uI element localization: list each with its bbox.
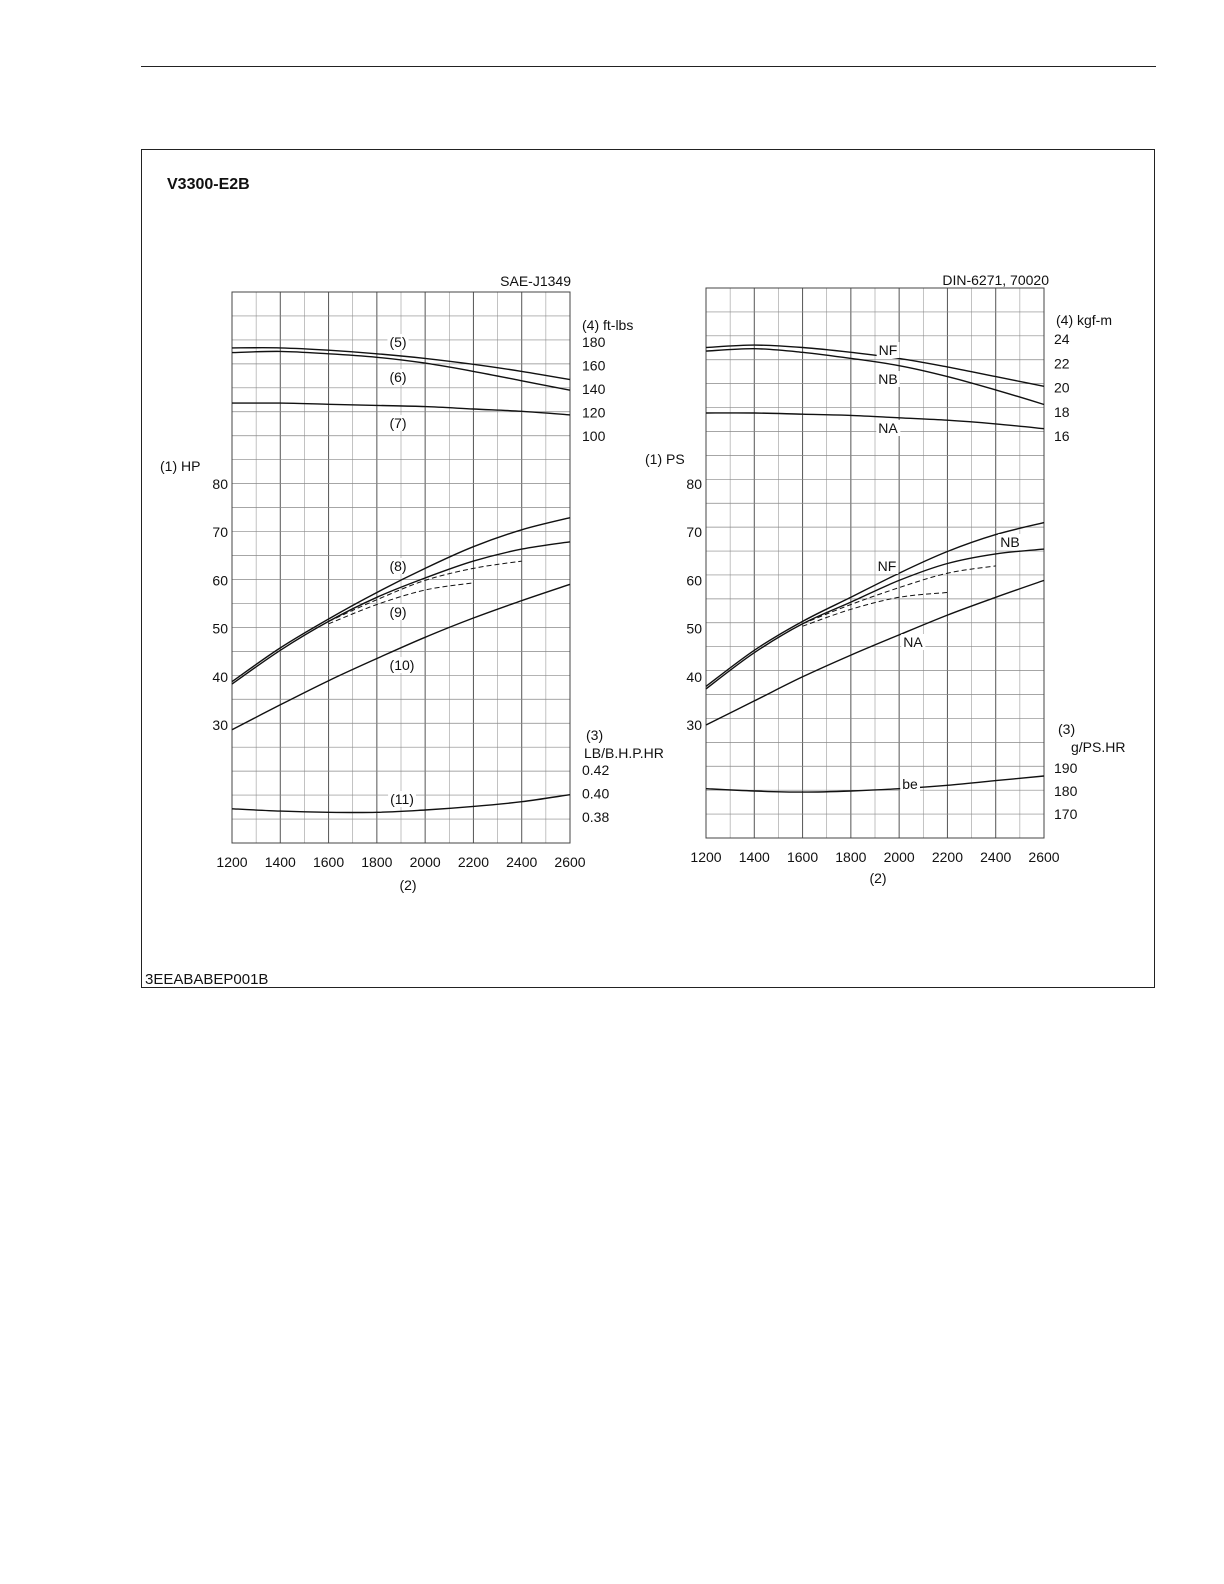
chart1-x-tick-label: 1800 (361, 854, 393, 870)
chart1-x-tick-label: 2600 (554, 854, 586, 870)
chart1-power-tick-label: 50 (212, 620, 228, 637)
figure-id: 3EEABABEP001B (145, 971, 269, 988)
chart1-series-label: (10) (389, 657, 415, 673)
chart1-torque-tick-label: 180 (582, 334, 606, 350)
chart1-fuel-tick-label: 0.40 (582, 785, 610, 802)
chart2-series-label: NA (878, 420, 898, 436)
chart2-x-tick-label: 1800 (835, 849, 867, 865)
chart2-fuel-axis-number: (3) (1058, 721, 1076, 737)
chart2-torque-tick-label: 20 (1054, 379, 1070, 396)
chart2-x-tick-label: 2000 (883, 849, 915, 865)
chart2-fuel-tick-label: 180 (1054, 783, 1078, 799)
chart1-fuel-axis-unit: LB/B.H.P.HR (584, 745, 664, 761)
chart1-x-tick-label: 1400 (264, 854, 296, 870)
chart2-x-tick-label: 1200 (690, 849, 722, 865)
chart2-fuel-axis-unit: g/PS.HR (1071, 739, 1126, 755)
chart2-power-tick-label: 40 (686, 668, 702, 685)
chart1-power-tick-label: 30 (212, 717, 228, 733)
chart1-fuel-tick-label: 0.42 (582, 762, 610, 778)
chart1-torque-tick-label: 140 (582, 381, 606, 397)
chart2-series-label: NB (878, 371, 898, 387)
chart2-power-tick-label: 70 (686, 524, 702, 541)
chart1-x-axis-label: (2) (399, 877, 417, 893)
chart2-power-tick-label: 30 (686, 717, 702, 733)
chart2-x-tick-label: 2600 (1028, 849, 1060, 865)
chart2-power-tick-label: 50 (686, 620, 702, 637)
chart2-x-tick-label: 2400 (980, 849, 1012, 865)
chart1-series-label: (7) (389, 415, 407, 431)
chart1-power-axis-label: (1) HP (160, 458, 201, 474)
chart1-x-tick-label: 1200 (216, 854, 248, 870)
chart1-power-tick-label: 80 (212, 476, 228, 492)
chart1-power-tick-label: 60 (212, 572, 228, 589)
chart1-torque-tick-label: 100 (582, 428, 606, 444)
chart2-series-label: NF (877, 558, 897, 574)
chart2-torque-tick-label: 22 (1054, 355, 1070, 372)
chart1-torque-tick-label: 120 (582, 404, 606, 421)
chart1-power-tick-label: 70 (212, 524, 228, 541)
chart1-series-label: (5) (389, 334, 407, 350)
chart1-fuel-tick-label: 0.38 (582, 809, 610, 825)
chart2-series-label: NF (878, 342, 898, 358)
chart2-fuel-tick-label: 170 (1054, 806, 1078, 822)
chart2-power-tick-label: 80 (686, 476, 702, 492)
chart2-power-tick-label: 60 (686, 572, 702, 589)
chart1-fuel-axis-number: (3) (586, 727, 604, 743)
chart1-series-label: (6) (389, 369, 407, 385)
chart1-series-label: (8) (389, 558, 407, 574)
chart1-standard-label: SAE-J1349 (500, 273, 571, 289)
chart2-power-axis-label: (1) PS (645, 451, 685, 467)
chart2-torque-tick-label: 16 (1054, 428, 1070, 444)
chart2-torque-tick-label: 18 (1054, 403, 1070, 420)
chart2-standard-label: DIN-6271, 70020 (942, 272, 1049, 288)
chart2-fuel-tick-label: 190 (1054, 760, 1078, 776)
chart1-x-tick-label: 2400 (506, 854, 538, 870)
chart2-x-tick-label: 1400 (738, 849, 770, 865)
chart2-x-tick-label: 2200 (931, 849, 964, 865)
chart1-series-label: (9) (389, 604, 407, 620)
chart2-torque-tick-label: 24 (1054, 331, 1070, 347)
chart1-torque-tick-label: 160 (582, 357, 606, 374)
chart1-torque-axis-label: (4) ft-lbs (582, 317, 634, 333)
chart2-series-label: be (902, 776, 918, 792)
chart2-x-tick-label: 1600 (786, 849, 819, 865)
chart2-series-label: NA (903, 634, 923, 650)
chart2-series-label: NB (1000, 534, 1020, 550)
model-title: V3300-E2B (167, 176, 250, 193)
chart1-x-tick-label: 2000 (409, 854, 441, 870)
chart1-power-tick-label: 40 (212, 668, 228, 685)
chart1-x-tick-label: 1600 (312, 854, 345, 870)
chart2-x-axis-label: (2) (869, 870, 887, 886)
chart1-x-tick-label: 2200 (457, 854, 490, 870)
chart2-torque-axis-label: (4) kgf-m (1056, 312, 1112, 328)
chart1-series-label: (11) (390, 791, 414, 807)
